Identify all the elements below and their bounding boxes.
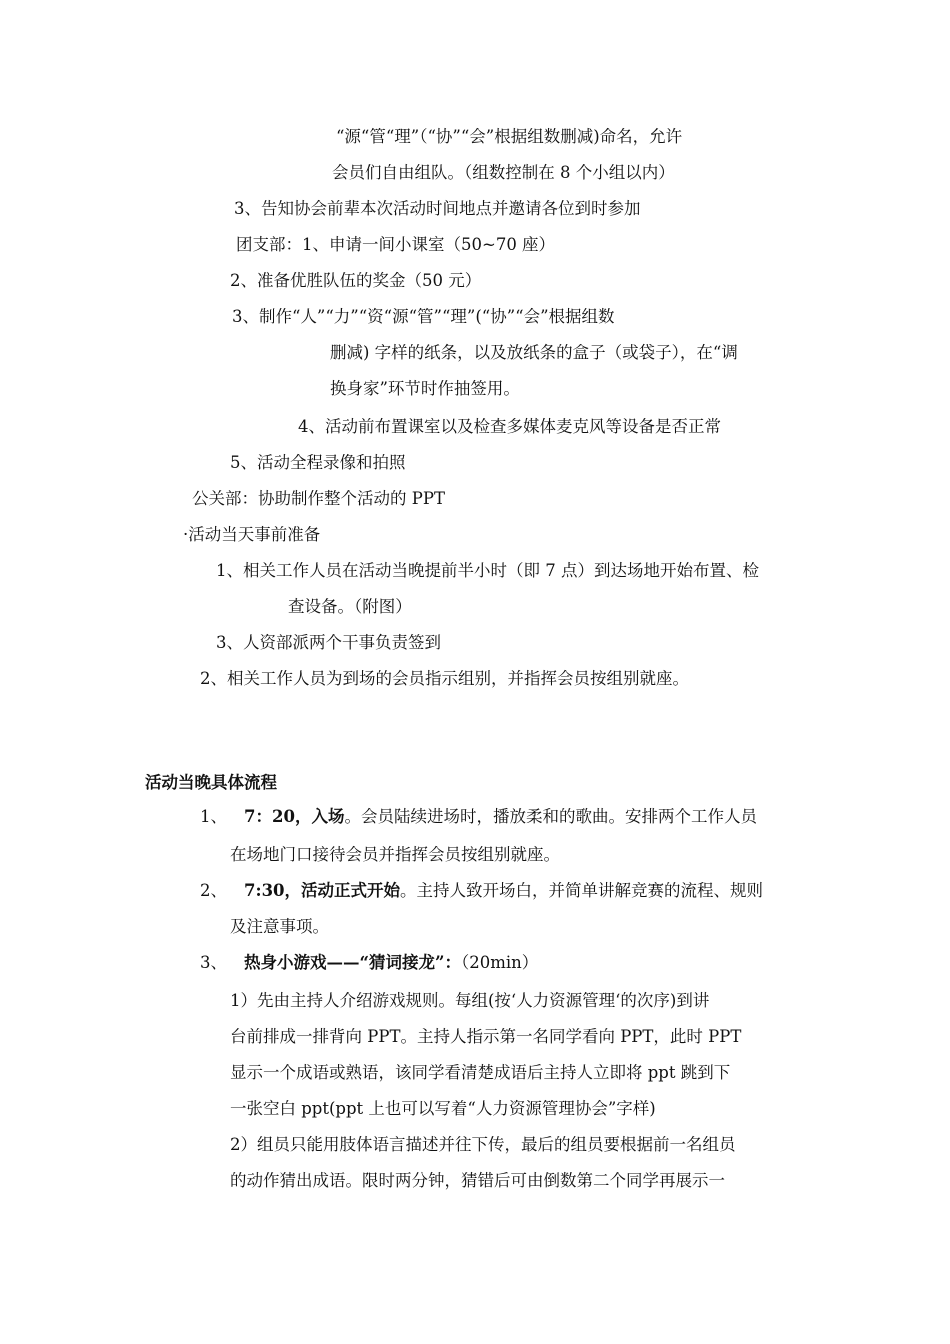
flow-item-2-num: 2、 xyxy=(200,881,227,900)
flow-item-2 xyxy=(244,880,763,902)
flow-item-1 xyxy=(244,806,757,828)
same-day-line-3: 3、人资部派两个干事负责签到 xyxy=(216,633,441,652)
flow-item-1-rest: 。会员陆续进场时，播放柔和的歌曲。安排两个工作人员 xyxy=(344,807,757,826)
flow-item-2-rest: 。主持人致开场白，并简单讲解竞赛的流程、规则 xyxy=(400,881,764,900)
game-para-line-6: 的动作猜出成语。限时两分钟，猜错后可由倒数第二个同学再展示一 xyxy=(230,1171,725,1190)
prep-line-9: 4、活动前布置课室以及检查多媒体麦克风等设备是否正常 xyxy=(298,417,721,436)
prep-line-8: 换身家”环节时作抽签用。 xyxy=(330,379,520,398)
prep-line-2: 会员们自由组队。（组数控制在 8 个小组以内） xyxy=(332,163,675,182)
prep-line-3: 3、告知协会前辈本次活动时间地点并邀请各位到时参加 xyxy=(234,199,641,218)
prep-line-10: 5、活动全程录像和拍照 xyxy=(230,453,406,472)
prep-line-5: 2、准备优胜队伍的奖金（50 元） xyxy=(230,271,482,290)
prep-line-11: 公关部：协助制作整个活动的 PPT xyxy=(192,489,445,508)
prep-line-6: 3、制作“人”“力”“资“源“管”“理”(“协”“会”根据组数 xyxy=(232,307,615,326)
prep-line-7: 删减) 字样的纸条，以及放纸条的盒子（或袋子），在“调 xyxy=(330,343,738,362)
game-para-line-5: 2）组员只能用肢体语言描述并往下传，最后的组员要根据前一名组员 xyxy=(230,1135,736,1154)
flow-heading: 活动当晚具体流程 xyxy=(145,773,277,792)
game-para-line-1: 1）先由主持人介绍游戏规则。每组(按‘人力资源管理‘的次序)到讲 xyxy=(230,991,710,1010)
game-para-line-3: 显示一个成语或熟语，该同学看清楚成语后主持人立即将 ppt 跳到下 xyxy=(230,1063,731,1082)
game-para-line-4: 一张空白 ppt(ppt 上也可以写着“人力资源管理协会”字样) xyxy=(230,1099,656,1118)
same-day-title: ·活动当天事前准备 xyxy=(183,525,321,544)
flow-item-1-num: 1、 xyxy=(200,807,227,826)
flow-item-3-bold: 热身小游戏——“猜词接龙”： xyxy=(244,953,461,972)
flow-item-1-cont: 在场地门口接待会员并指挥会员按组别就座。 xyxy=(230,845,560,864)
flow-item-2-cont: 及注意事项。 xyxy=(230,917,329,936)
flow-item-3 xyxy=(244,952,538,974)
prep-line-1: “源“管“理”（“协”“会”根据组数删减)命名，允许 xyxy=(336,127,683,146)
flow-item-2-bold: 7:30，活动正式开始 xyxy=(244,881,401,900)
same-day-line-4: 2、相关工作人员为到场的会员指示组别，并指挥会员按组别就座。 xyxy=(200,669,689,688)
prep-line-4: 团支部：1、申请一间小课室（50~70 座） xyxy=(236,235,556,254)
flow-item-1-bold: 7：20，入场 xyxy=(244,807,345,826)
flow-item-3-num: 3、 xyxy=(200,953,227,972)
game-para-line-2: 台前排成一排背向 PPT。主持人指示第一名同学看向 PPT，此时 PPT xyxy=(230,1027,742,1046)
same-day-line-2: 查设备。（附图） xyxy=(288,597,412,616)
same-day-line-1: 1、相关工作人员在活动当晚提前半小时（即 7 点）到达场地开始布置、检 xyxy=(216,561,759,580)
flow-item-3-rest: （20min） xyxy=(460,953,539,972)
